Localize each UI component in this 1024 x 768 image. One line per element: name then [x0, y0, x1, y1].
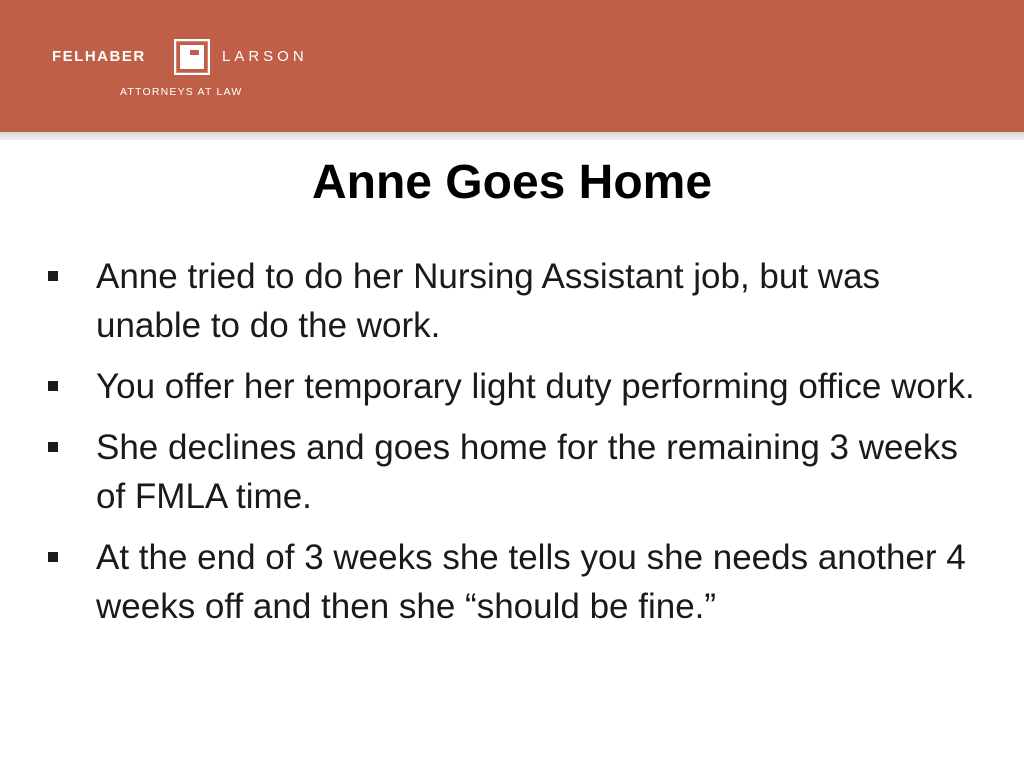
bullet-item: [0, 423, 1024, 521]
bullet-text: You offer her temporary light duty performing office work.: [96, 367, 975, 406]
bullet-list: [0, 252, 1024, 643]
bullet-text: At the end of 3 weeks she tells you she needs another 4 weeks off and then she “should be fine.”: [96, 538, 966, 626]
header-band: [0, 0, 1024, 132]
brand-name-right: LARSON: [222, 48, 308, 65]
brand-name-left: FELHABER: [52, 48, 146, 65]
square-bullet-icon: [48, 442, 58, 452]
bullet-text: She declines and goes home for the remaining 3 weeks of FMLA time.: [96, 428, 958, 516]
bullet-item: [0, 533, 1024, 631]
slide-title: Anne Goes Home: [311, 156, 713, 209]
bullet-text: Anne tried to do her Nursing Assistant job, but was unable to do the work.: [96, 257, 881, 345]
square-bullet-icon: [48, 381, 58, 391]
brand-logo-icon: [174, 39, 210, 75]
header-divider: [0, 132, 1024, 140]
bullet-item: [0, 362, 1024, 411]
square-bullet-icon: [48, 271, 58, 281]
bullet-item: [0, 252, 1024, 350]
brand-tagline: ATTORNEYS AT LAW: [120, 86, 243, 98]
square-bullet-icon: [48, 552, 58, 562]
